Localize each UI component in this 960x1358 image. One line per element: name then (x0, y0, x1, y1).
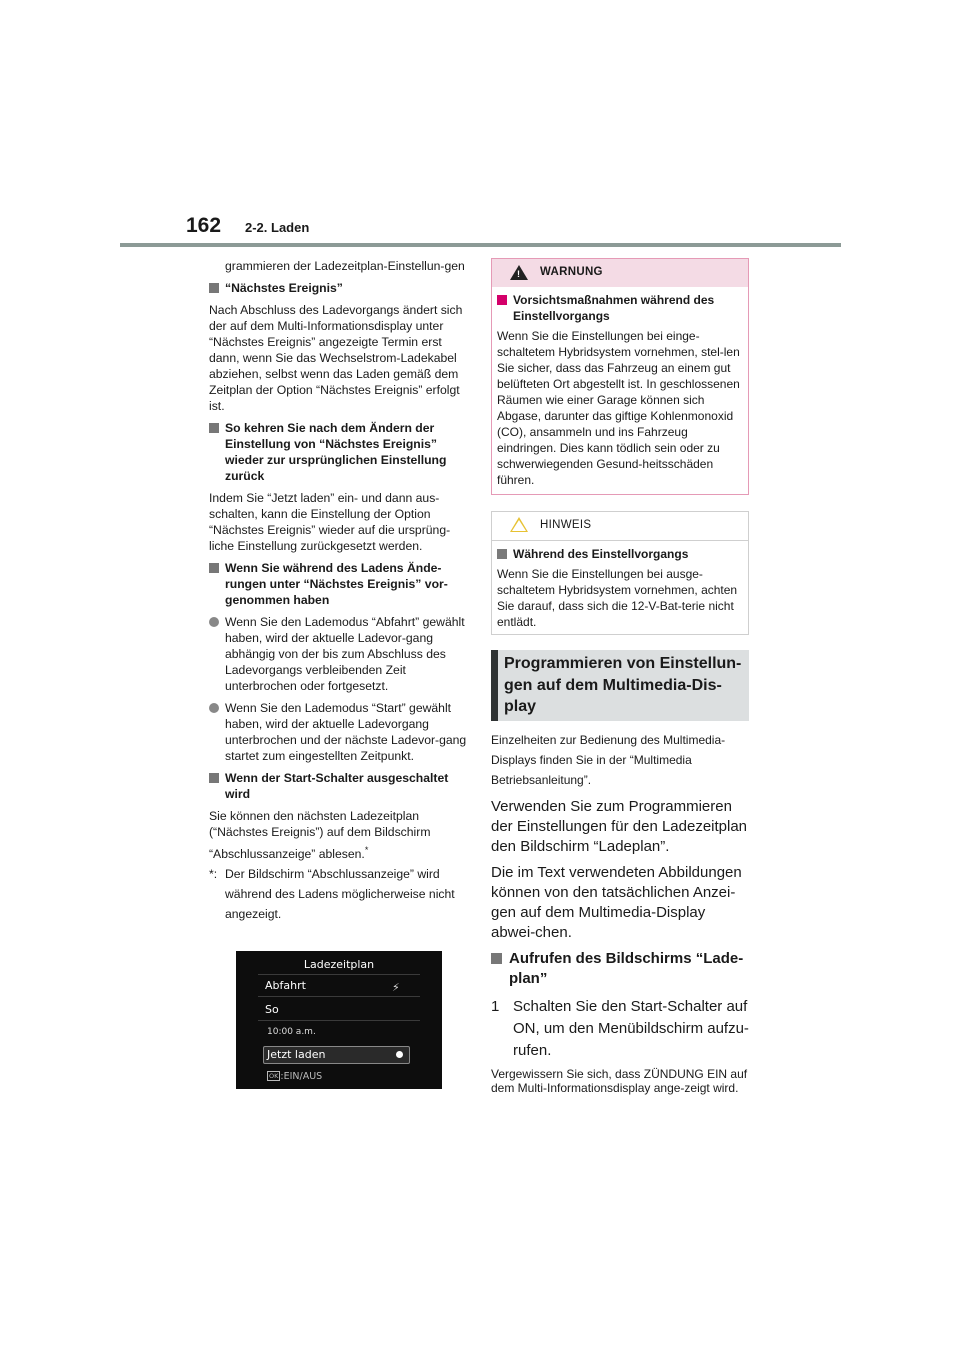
ok-icon: OK (269, 1072, 279, 1080)
hint-box (491, 511, 749, 635)
hint-header (492, 512, 748, 540)
square-bullet-icon (497, 549, 507, 559)
screen-title: Ladezeitplan (303, 958, 375, 971)
warning-title: WARNUNG (540, 266, 603, 278)
square-bullet-icon (209, 283, 219, 293)
divider (258, 996, 420, 997)
screen-mode: Abfahrt (265, 979, 306, 992)
square-bullet-icon (209, 563, 219, 573)
warning-box (491, 258, 749, 495)
screen-day: So (265, 1003, 279, 1016)
square-bullet-icon (209, 423, 219, 433)
square-bullet-icon (491, 953, 502, 964)
ladezeitplan-screen-image (236, 951, 442, 1089)
heading-start-schalter: Wenn der Start-Schalter ausgeschaltet wird (209, 770, 469, 802)
divider (258, 974, 420, 975)
list-item: Wenn Sie den Lademodus “Abfahrt” gewählt haben, wird der aktuelle Ladevor-gang abhängig von der bis zum Abschluss des Ladevorgangs verbleibenden Zeit unterbrochen oder fortgesetzt. (209, 614, 469, 694)
round-bullet-icon (209, 617, 219, 627)
warning-header: ! WARNUNG (492, 259, 748, 287)
screen-footer: OK :EIN/AUS (269, 1071, 323, 1082)
note-text: Vergewissern Sie sich, dass ZÜNDUNG EIN auf dem Multi-Informationsdisplay ange-zeigt wird. (491, 1067, 748, 1095)
footnote-marker: * (364, 845, 369, 855)
plug-icon: ⚡ (392, 981, 400, 994)
heading-zurueck: So kehren Sie nach dem Ändern der Einstellung von “Nächstes Ereignis” wieder zur ursprünglichen Einstellung zurück (209, 420, 469, 484)
hint-heading: Während des Einstellvorgangs (497, 546, 742, 562)
screen-time: 10:00 a.m. (267, 1027, 316, 1037)
intro-text: Einzelheiten zur Bedienung des Multimedia-Displays finden Sie in der “Multimedia Betriebsanleitung”. (491, 733, 726, 787)
heading-aenderungen: Wenn Sie während des Ladens Ände-rungen unter “Nächstes Ereignis” vor-genommen haben (209, 560, 469, 608)
header-rule (120, 243, 841, 247)
paragraph: Verwenden Sie zum Programmieren der Einstellungen für den Ladezeitplan den Bildschirm “Ladeplan”. (491, 798, 748, 855)
square-bullet-icon (209, 773, 219, 783)
paragraph: Die im Text verwendeten Abbildungen können von den tatsächlichen Anzei-gen auf dem Multimedia-Display abwei-chen. (491, 864, 742, 941)
square-bullet-icon (497, 295, 507, 305)
right-column (491, 730, 753, 1095)
section-title: 2-2. Laden (245, 220, 310, 235)
step-item: 1 Schalten Sie den Start-Schalter auf ON, um den Menübildschirm aufzu-rufen. (491, 998, 749, 1059)
paragraph: Indem Sie “Jetzt laden” ein- und dann aus-schalten, kann die Einstellung der Option “Nächstes Ereignis” wieder auf die ursprüng-liche Einstellung zurückgesetzt werden. (209, 491, 451, 553)
hint-title: HINWEIS (540, 519, 592, 531)
paragraph: “Abschlussanzeige” ablesen.* (209, 845, 369, 862)
hint-text: Wenn Sie die Einstellungen bei ausge-schaltetem Hybridsystem vornehmen, achten Sie darauf, dass sich die 12-V-Bat-terie nicht entlädt. (497, 567, 738, 629)
section-heading-box (491, 650, 749, 721)
footnote: *: Der Bildschirm “Abschlussanzeige” wird während des Ladens möglicherweise nicht angezeigt. (209, 867, 455, 922)
section-heading: Programmieren von Einstellun-gen auf dem Multimedia-Dis-play (504, 655, 742, 715)
paragraph: Nach Abschluss des Ladevorgangs ändert sich der auf dem Multi-Informationsdisplay unter “Nächstes Ereignis” angezeigte Termin erst dann, wenn Sie das Wechselstrom-Ladekabel abziehen, selbst wenn das Laden gemäß dem Zeitplan der Option “Nächstes Ereignis” erfolgt ist. (209, 303, 463, 413)
page-number: 162 (186, 214, 222, 237)
divider (258, 1020, 420, 1021)
step-number: 1 (491, 998, 500, 1015)
jetzt-laden-button: Jetzt laden (263, 1046, 410, 1064)
heading-naechstes-ereignis: “Nächstes Ereignis” (209, 280, 469, 296)
continued-text: grammieren der Ladezeitplan-Einstellun-gen (225, 259, 465, 273)
toggle-icon (396, 1051, 403, 1058)
list-item: Wenn Sie den Lademodus “Start” gewählt haben, wird der aktuelle Ladevorgang unterbrochen und der nächste Ladevor-gang startet zum eingestellten Zeitpunkt. (209, 700, 469, 764)
warning-heading: Vorsichtsmaßnahmen während des Einstellvorgangs (497, 292, 742, 324)
warning-text: Wenn Sie die Einstellungen bei einge-schaltetem Hybridsystem vornehmen, stel-len Sie sicher, dass das Fahrzeug an einem gut belüfteten Ort abgestellt ist. In geschlossenen Räumen wie einer Garage können sich Abgase, darunter das giftige Kohlenmonoxid (CO), ansammeln und ins Fahrzeug eindringen. Dies kann tödlich sein oder zu schwerwiegenden Gesund-heitsschäden führen. (497, 329, 740, 487)
left-column (209, 258, 469, 924)
heading-ladeplan: Aufrufen des Bildschirms “Lade-plan” (491, 949, 753, 989)
paragraph: Sie können den nächsten Ladezeitplan (“Nächstes Ereignis”) auf dem Bildschirm (209, 809, 431, 839)
round-bullet-icon (209, 703, 219, 713)
